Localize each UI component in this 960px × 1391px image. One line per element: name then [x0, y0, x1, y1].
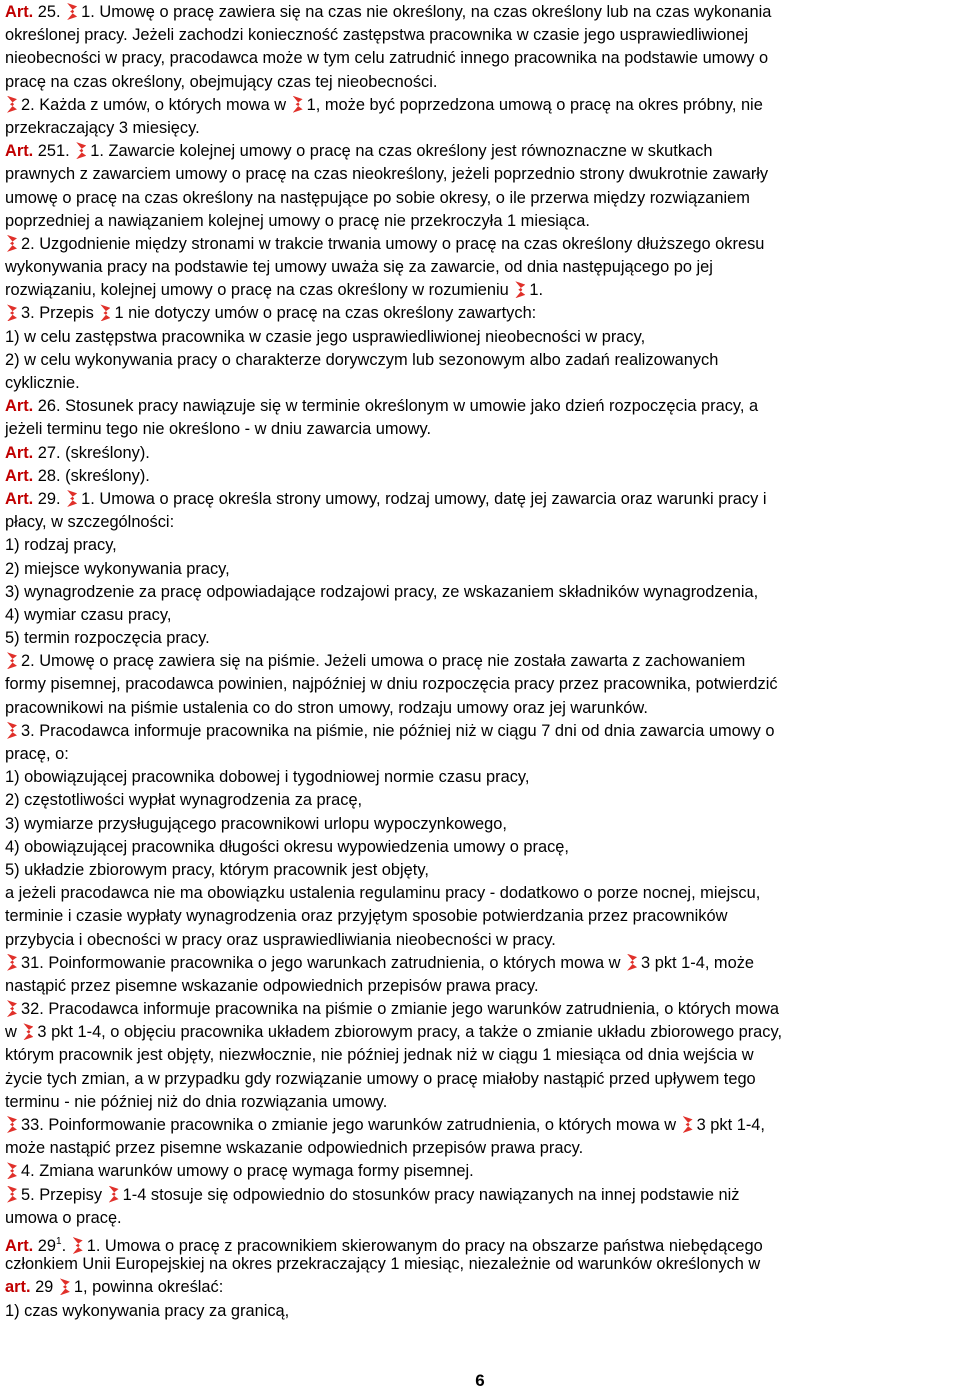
text-line: [5, 766, 955, 789]
text-line: [5, 372, 955, 395]
section-icon: [67, 3, 77, 20]
text-line: [5, 558, 955, 581]
text-line: [5, 720, 955, 743]
text-line: [5, 24, 955, 47]
text-segment: 3. Przepis: [21, 304, 99, 323]
text-segment: 3) wynagrodzenie za pracę odpowiadające rodzajowi pracy, ze wskazaniem składników wynagrodzenia,: [5, 582, 759, 601]
text-segment: 4) wymiar czasu pracy,: [5, 605, 172, 624]
text-line: [5, 929, 955, 952]
text-segment: 27. (skreślony).: [33, 443, 150, 462]
text-segment: 28. (skreślony).: [33, 466, 150, 485]
text-segment: 2. Umowę o pracę zawiera się na piśmie. Jeżeli umowa o pracę nie została zawarta z zachowaniem: [21, 652, 746, 671]
text-line: [5, 650, 955, 673]
article-label: Art.: [5, 1236, 34, 1255]
page-number: 6: [475, 1371, 485, 1390]
text-segment: 3) wymiarze przysługującego pracownikowi urlopu wypoczynkowego,: [5, 814, 507, 833]
text-line: [5, 882, 955, 905]
text-line: [5, 395, 955, 418]
text-segment: nieobecności w pracy, pracodawca może w tym celu zatrudnić innego pracownika na podstawie umowy o: [5, 49, 769, 68]
text-line: [5, 1091, 955, 1114]
text-segment: przekraczający 3 miesięcy.: [5, 118, 200, 137]
text-line: [5, 442, 955, 465]
section-icon: [293, 96, 303, 113]
text-line: [5, 998, 955, 1021]
section-icon: [7, 235, 17, 252]
text-line: [5, 1184, 955, 1207]
section-icon: [7, 1186, 17, 1203]
article-label: Art.: [5, 443, 34, 462]
section-icon: [7, 1000, 17, 1017]
section-icon: [109, 1186, 119, 1203]
text-segment: terminu - nie później niż do dnia rozwiązania umowy.: [5, 1092, 388, 1111]
text-segment: w: [5, 1023, 22, 1042]
text-line: [5, 627, 955, 650]
text-segment: 33. Poinformowanie pracownika o zmianie jego warunków zatrudnienia, o których mowa w: [21, 1116, 681, 1134]
text-segment: 26. Stosunek pracy nawiązuje się w terminie określonym w umowie jako dzień rozpoczęcia pracy, a: [33, 397, 759, 416]
text-segment: pracę na czas określony, obejmujący czas tej nieobecności.: [5, 72, 438, 91]
article-label: art.: [5, 1278, 31, 1297]
text-line: [5, 604, 955, 627]
text-segment: a jeżeli pracodawca nie ma obowiązku ustalenia regulaminu pracy - dodatkowo o porze nocnej, miejscu,: [5, 884, 761, 903]
text-line: [5, 1068, 955, 1091]
section-icon: [73, 1237, 83, 1254]
text-line: [5, 349, 955, 372]
text-segment: umowa o pracę.: [5, 1208, 122, 1227]
text-line: [5, 302, 955, 325]
text-line: [5, 789, 955, 812]
text-segment: terminie i czasie wypłaty wynagrodzenia oraz przyjętym sposobie potwierdzania przez pracowników: [5, 907, 728, 926]
text-segment: 4. Zmiana warunków umowy o pracę wymaga formy pisemnej.: [21, 1162, 474, 1181]
text-segment: 3 pkt 1-4,: [696, 1116, 765, 1134]
article-label: Art.: [5, 489, 34, 508]
text-line: [5, 418, 955, 441]
text-line: [5, 534, 955, 557]
section-icon: [100, 304, 110, 321]
text-segment: 1) czas wykonywania pracy za granicą,: [5, 1301, 290, 1320]
text-line: [5, 1114, 955, 1137]
section-icon: [23, 1023, 33, 1040]
text-line: [5, 743, 955, 766]
text-segment: 2) w celu wykonywania pracy o charakterze dorywczym lub sezonowym albo zadań realizowanych: [5, 350, 719, 369]
text-segment: 1-4 stosuje się odpowiednio do stosunków pracy nawiązanych na innej podstawie niż: [122, 1185, 740, 1204]
text-segment: poprzedniej a nawiązaniem kolejnej umowy o pracę nie przekroczyła 1 miesiąca.: [5, 211, 590, 230]
text-line: [5, 581, 955, 604]
section-icon: [7, 652, 17, 669]
text-segment: 1) w celu zastępstwa pracownika w czasie jego usprawiedliwionej nieobecności w pracy,: [5, 327, 646, 346]
text-line: [5, 210, 955, 233]
text-line: [5, 905, 955, 928]
section-icon: [7, 954, 17, 971]
text-line: [5, 117, 955, 140]
text-segment: określonej pracy. Jeżeli zachodzi konieczność zastępstwa pracownika w czasie jego usprawiedliwionej: [5, 26, 749, 45]
section-icon: [7, 722, 17, 739]
text-line: [5, 140, 955, 163]
text-segment: płacy, w szczególności:: [5, 513, 175, 532]
section-icon: [60, 1278, 70, 1295]
text-line: [5, 1021, 955, 1044]
text-line: [5, 187, 955, 210]
text-segment: wykonywania pracy na podstawie tej umowy uważa się za zawarcie, od dnia następującego po jej: [5, 258, 713, 277]
text-line: [5, 511, 955, 534]
document-body: [5, 1, 955, 1323]
text-line: [5, 952, 955, 975]
section-icon: [76, 142, 86, 159]
text-segment: 1) obowiązującej pracownika dobowej i tygodniowej normie czasu pracy,: [5, 768, 530, 787]
text-segment: 1 nie dotyczy umów o pracę na czas określony zawartych:: [114, 304, 537, 323]
text-segment: którym pracownik jest objęty, niezwłocznie, nie później jednak niż w ciągu 1 miesiąca od dnia wejścia w: [5, 1046, 754, 1065]
text-line: [5, 1230, 955, 1253]
article-label: Art.: [5, 466, 34, 485]
text-segment: pracownikowi na piśmie ustalenia co do stron umowy, rodzaju umowy oraz jej warunków.: [5, 698, 648, 717]
article-label: Art.: [5, 397, 34, 416]
text-segment: członkiem Unii Europejskiej na okres przekraczający 1 miesiąc, niezależnie od warunków określonych w: [5, 1255, 761, 1274]
text-line: [5, 859, 955, 882]
text-segment: przybycia i obecności w pracy oraz usprawiedliwiania nieobecności w pracy.: [5, 930, 556, 949]
section-icon: [627, 954, 637, 971]
text-segment: 29: [33, 1236, 57, 1255]
text-line: [5, 1137, 955, 1160]
text-line: [5, 488, 955, 511]
text-segment: 25.: [33, 3, 66, 21]
text-segment: 2) miejsce wykonywania pracy,: [5, 559, 230, 578]
text-segment: 5) termin rozpoczęcia pracy.: [5, 629, 210, 648]
text-segment: 1.: [529, 281, 544, 300]
text-line: [5, 1300, 955, 1323]
superscript: 1: [56, 1235, 62, 1247]
text-segment: życie tych zmian, a w przypadku gdy rozwiązanie umowy o pracę miałoby nastąpić przed upływem tego: [5, 1069, 756, 1088]
article-label: Art.: [5, 142, 34, 161]
text-segment: 2) częstotliwości wypłat wynagrodzenia za pracę,: [5, 791, 363, 810]
text-segment: 1. Zawarcie kolejnej umowy o pracę na czas określony jest równoznaczne w skutkach: [90, 142, 713, 161]
text-line: [5, 1253, 955, 1276]
text-segment: 31. Poinformowanie pracownika o jego warunkach zatrudnienia, o których mowa w: [21, 953, 626, 972]
text-line: [5, 47, 955, 70]
text-line: [5, 697, 955, 720]
text-segment: prawnych z zawarciem umowy o pracę na czas nieokreślony, jeżeli poprzednio strony dwukrotnie zawarły: [5, 165, 769, 184]
text-line: [5, 836, 955, 859]
text-line: [5, 1207, 955, 1230]
text-line: [5, 1160, 955, 1183]
text-line: [5, 279, 955, 302]
text-segment: cyklicznie.: [5, 374, 80, 392]
text-segment: może nastąpić przez pisemne wskazanie odpowiednich przepisów prawa pracy.: [5, 1139, 584, 1158]
text-segment: 1, powinna określać:: [73, 1278, 224, 1297]
text-segment: 29.: [33, 489, 66, 508]
text-segment: umowę o pracę na czas określony na następujące po sobie okresy, o ile przerwa między rozwiązaniem: [5, 188, 750, 207]
text-segment: 29: [30, 1278, 58, 1297]
text-line: [5, 1276, 955, 1299]
text-segment: 2. Uzgodnienie między stronami w trakcie trwania umowy o pracę na czas określony dłuższego okresu: [21, 234, 765, 253]
text-segment: nastąpić przez pisemne wskazanie odpowiednich przepisów prawa pracy.: [5, 976, 539, 995]
text-line: [5, 94, 955, 117]
text-line: [5, 326, 955, 349]
text-segment: rozwiązaniu, kolejnej umowy o pracę na czas określony w rozumieniu: [5, 281, 514, 300]
text-line: [5, 163, 955, 186]
section-icon: [7, 1162, 17, 1179]
text-line: [5, 1044, 955, 1067]
section-icon: [67, 490, 77, 507]
article-label: Art.: [5, 3, 34, 21]
text-line: [5, 256, 955, 279]
text-segment: 4) obowiązującej pracownika długości okresu wypowiedzenia umowy o pracę,: [5, 837, 569, 856]
text-segment: .: [61, 1236, 71, 1255]
section-icon: [7, 96, 17, 113]
text-segment: 32. Pracodawca informuje pracownika na piśmie o zmianie jego warunków zatrudnienia, o których mowa: [21, 1000, 779, 1019]
text-segment: 1. Umowa o pracę z pracownikiem skierowanym do pracy na obszarze państwa niebędącego: [86, 1236, 763, 1255]
text-line: [5, 975, 955, 998]
text-line: [5, 673, 955, 696]
section-icon: [683, 1116, 693, 1133]
text-segment: 5) układzie zbiorowym pracy, którym pracownik jest objęty,: [5, 860, 429, 879]
text-segment: 3. Pracodawca informuje pracownika na piśmie, nie później niż w ciągu 7 dni od dnia zawarcia umowy o: [21, 721, 775, 740]
text-line: [5, 813, 955, 836]
text-segment: 3 pkt 1-4, o objęciu pracownika układem zbiorowym pracy, a także o zmianie układu zbiorowego pracy,: [37, 1023, 783, 1042]
text-segment: 1, może być poprzedzona umową o pracę na okres próbny, nie: [306, 95, 763, 114]
text-segment: 1. Umowa o pracę określa strony umowy, rodzaj umowy, datę jej zawarcia oraz warunki pracy i: [81, 489, 767, 508]
text-segment: formy pisemnej, pracodawca powinien, najpóźniej w dniu rozpoczęcia pracy przez pracownika, potwierdzić: [5, 675, 778, 694]
text-segment: 2. Każda z umów, o których mowa w: [21, 95, 291, 114]
section-icon: [7, 304, 17, 321]
text-line: [5, 71, 955, 94]
section-icon: [515, 281, 525, 298]
text-segment: 5. Przepisy: [21, 1185, 107, 1204]
text-segment: 251.: [33, 142, 75, 161]
text-line: [5, 1, 955, 24]
text-segment: 1. Umowę o pracę zawiera się na czas nie określony, na czas określony lub na czas wykonania: [81, 3, 772, 21]
text-segment: jeżeli terminu tego nie określono - w dniu zawarcia umowy.: [5, 420, 432, 439]
text-line: [5, 233, 955, 256]
section-icon: [7, 1116, 17, 1133]
text-segment: 1) rodzaj pracy,: [5, 536, 117, 555]
text-segment: pracę, o:: [5, 745, 69, 763]
text-segment: 3 pkt 1-4, może: [641, 953, 755, 972]
text-line: [5, 465, 955, 488]
